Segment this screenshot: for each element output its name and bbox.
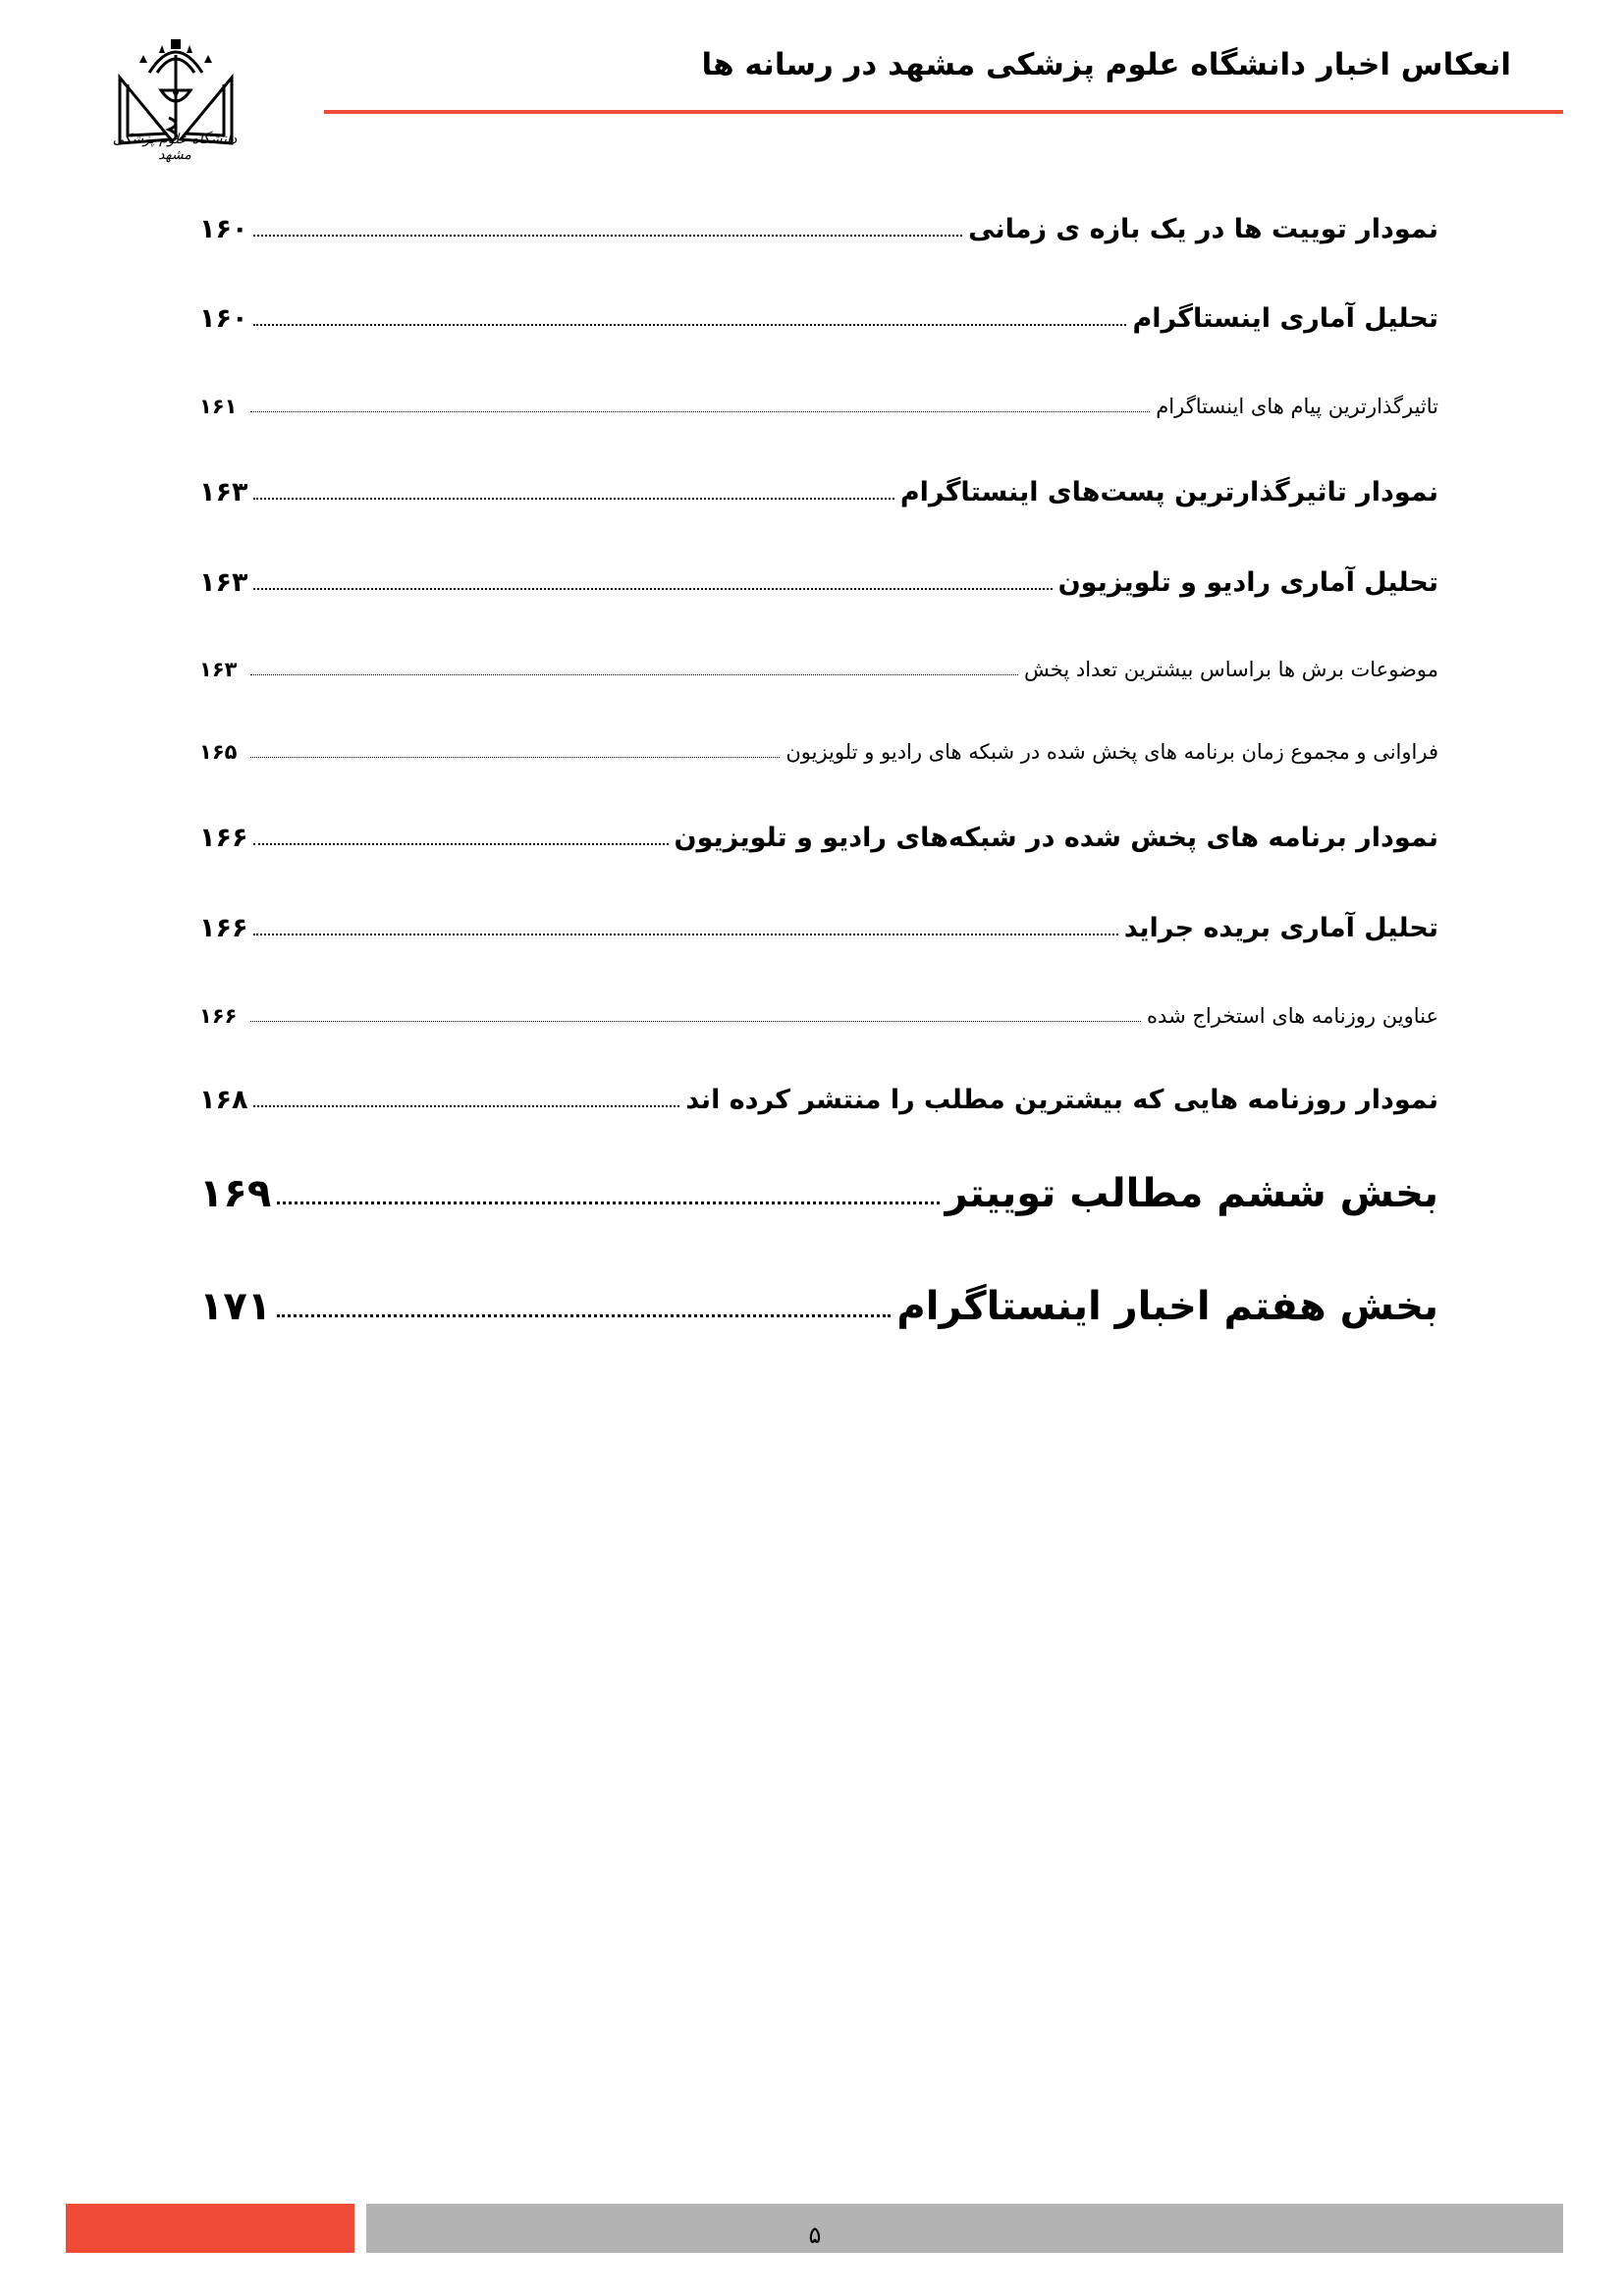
toc-entry-title: نمودار تاثیرگذارترین پست‌های اینستاگرام	[899, 477, 1438, 507]
toc-entry-page: ۱۶۳	[199, 567, 248, 598]
dot-leader	[253, 933, 1117, 935]
dot-leader	[250, 673, 1018, 675]
toc-entry-title: نمودار برنامه های پخش شده در شبکه‌های رادیو و تلویزیون	[674, 823, 1438, 853]
toc-entry[interactable]	[199, 894, 1438, 943]
dot-leader	[253, 497, 893, 500]
footer-bar	[366, 2204, 1563, 2253]
dot-leader	[250, 410, 1150, 412]
toc-entry-page: ۱۶۱	[199, 395, 238, 418]
toc-entry-title: بخش ششم مطالب توییتر	[945, 1171, 1438, 1216]
toc-entry-page: ۱۶۶	[199, 823, 248, 853]
toc-entry[interactable]	[199, 549, 1438, 598]
toc-entry[interactable]	[199, 1066, 1438, 1115]
toc-entry-title: فراوانی و مجموع زمان برنامه های پخش شده در شبکه های رادیو و تلویزیون	[785, 740, 1438, 764]
toc-entry-page: ۱۶۳	[199, 658, 238, 681]
toc-entry-title: تاثیرگذارترین پیام های اینستاگرام	[1156, 395, 1438, 418]
toc-entry-page: ۱۶۶	[199, 913, 248, 943]
toc-entry-title: نمودار روزنامه هایی که بیشترین مطلب را منتشر کرده اند	[685, 1085, 1438, 1115]
toc-entry-title: موضوعات برش ها براساس بیشترین تعداد پخش	[1024, 658, 1438, 681]
toc-section-entry[interactable]	[199, 1266, 1438, 1329]
toc-entry-title: تحلیل آماری اینستاگرام	[1132, 303, 1438, 334]
toc-entry-page: ۱۶۰	[199, 303, 248, 334]
toc-entry[interactable]	[199, 632, 1438, 681]
dot-leader	[253, 234, 962, 237]
toc-section-entry[interactable]	[199, 1153, 1438, 1216]
dot-leader	[250, 756, 780, 758]
dot-leader	[277, 1313, 891, 1317]
toc-entry[interactable]	[199, 369, 1438, 418]
document-header-title: انعکاس اخبار دانشگاه علوم پزشکی مشهد در رسانه ها	[701, 47, 1511, 82]
toc-entry-page: ۱۷۱	[199, 1284, 272, 1329]
toc-entry[interactable]	[199, 804, 1438, 853]
dot-leader	[253, 323, 1126, 326]
page-number: ۵	[808, 2221, 822, 2249]
toc-entry-page: ۱۶۵	[199, 740, 238, 764]
toc-entry-page: ۱۶۰	[199, 214, 248, 244]
toc-entry-page: ۱۶۳	[199, 477, 248, 507]
toc-entry-title: عناوین روزنامه های استخراج شده	[1147, 1004, 1438, 1028]
toc-entry[interactable]	[199, 979, 1438, 1028]
toc-entry-page: ۱۶۸	[199, 1085, 248, 1115]
toc-entry-title: تحلیل آماری رادیو و تلویزیون	[1057, 567, 1438, 598]
footer-accent-bar	[66, 2204, 354, 2253]
toc-entry[interactable]	[199, 195, 1438, 244]
toc-entry-title: بخش هفتم اخبار اینستاگرام	[896, 1284, 1438, 1329]
dot-leader	[253, 842, 668, 845]
toc-entry-title: تحلیل آماری بریده جراید	[1123, 913, 1438, 943]
toc-entry-title: نمودار توییت ها در یک بازه ی زمانی	[968, 214, 1438, 244]
logo-caption: دانشگاه علوم پزشکی مشهد	[112, 132, 238, 163]
toc-entry[interactable]	[199, 715, 1438, 764]
toc-entry[interactable]	[199, 285, 1438, 334]
dot-leader	[277, 1201, 939, 1204]
dot-leader	[253, 1104, 679, 1107]
toc-entry[interactable]	[199, 458, 1438, 507]
dot-leader	[253, 587, 1052, 590]
toc-entry-page: ۱۶۹	[199, 1171, 272, 1216]
toc-entry-page: ۱۶۶	[199, 1004, 238, 1028]
dot-leader	[250, 1020, 1141, 1022]
